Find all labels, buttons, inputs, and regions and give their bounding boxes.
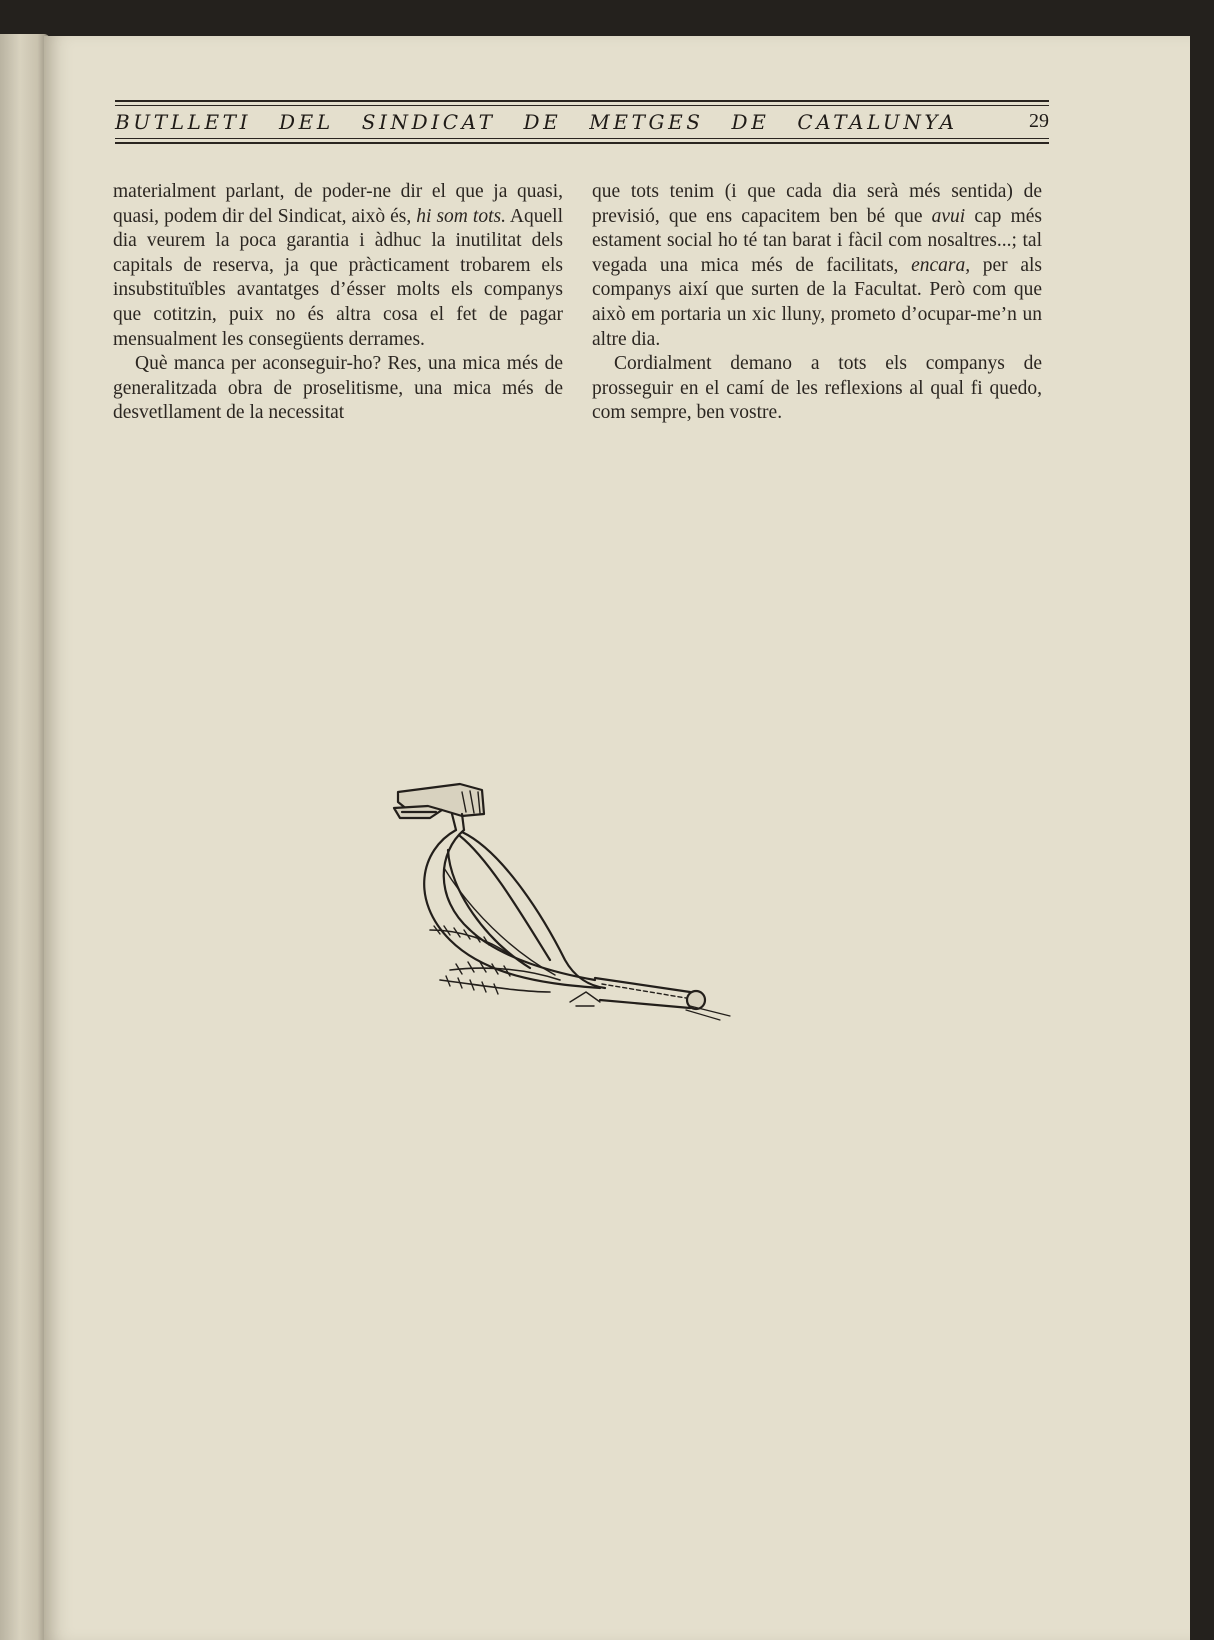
paragraph: que tots tenim (i que cada dia serà més sentida) de previsió, que ens capacitem ben bé que avui cap més estament social ho té tan barat i fàcil com nosaltres...; tal vegada una mica més de facilitats, encara, per als companys així que surten de la Facultat. Però com que això em portaria un xic lluny, prometo d’ocupar-me’n un altre dia. xyxy=(592,181,1042,350)
emphasis: avui xyxy=(931,205,966,227)
header-rule xyxy=(115,100,1049,102)
left-column xyxy=(113,180,563,426)
paragraph: Què manca per aconseguir-ho? Res, una mica més de generalitzada obra de proselitisme, una mica més de desvetllament de la necessitat xyxy=(113,353,563,424)
forceps-branch-ornament-icon xyxy=(390,780,770,1050)
emphasis: hi som tots. xyxy=(416,205,506,227)
right-column xyxy=(592,180,1042,426)
header-rule xyxy=(115,138,1049,139)
running-header xyxy=(115,100,1049,152)
journal-title: BUTLLETI DEL SINDICAT DE METGES DE CATALUNYA xyxy=(115,110,958,134)
paragraph: materialment parlant, de poder-ne dir el que ja quasi, quasi, podem dir del Sindicat, això és, hi som tots. Aquell dia veurem la poca garantia i àdhuc la inutilitat dels capitals de reserva, ja que pràcticament trobarem els insubstituïbles avantatges d’ésser molts els companys que cotitzin, puix no és altra cosa el fet de pagar mensualment les consegüents derrames. xyxy=(113,181,563,350)
paragraph: Cordialment demano a tots els companys de prosseguir en el camí de les reflexions al qual fi quedo, com sempre, ben vostre. xyxy=(592,353,1042,424)
header-rule xyxy=(115,105,1049,106)
page-number: 29 xyxy=(1029,110,1049,132)
facing-page-edge xyxy=(0,34,50,1640)
header-rule xyxy=(115,142,1049,144)
emphasis: encara, xyxy=(911,254,971,276)
